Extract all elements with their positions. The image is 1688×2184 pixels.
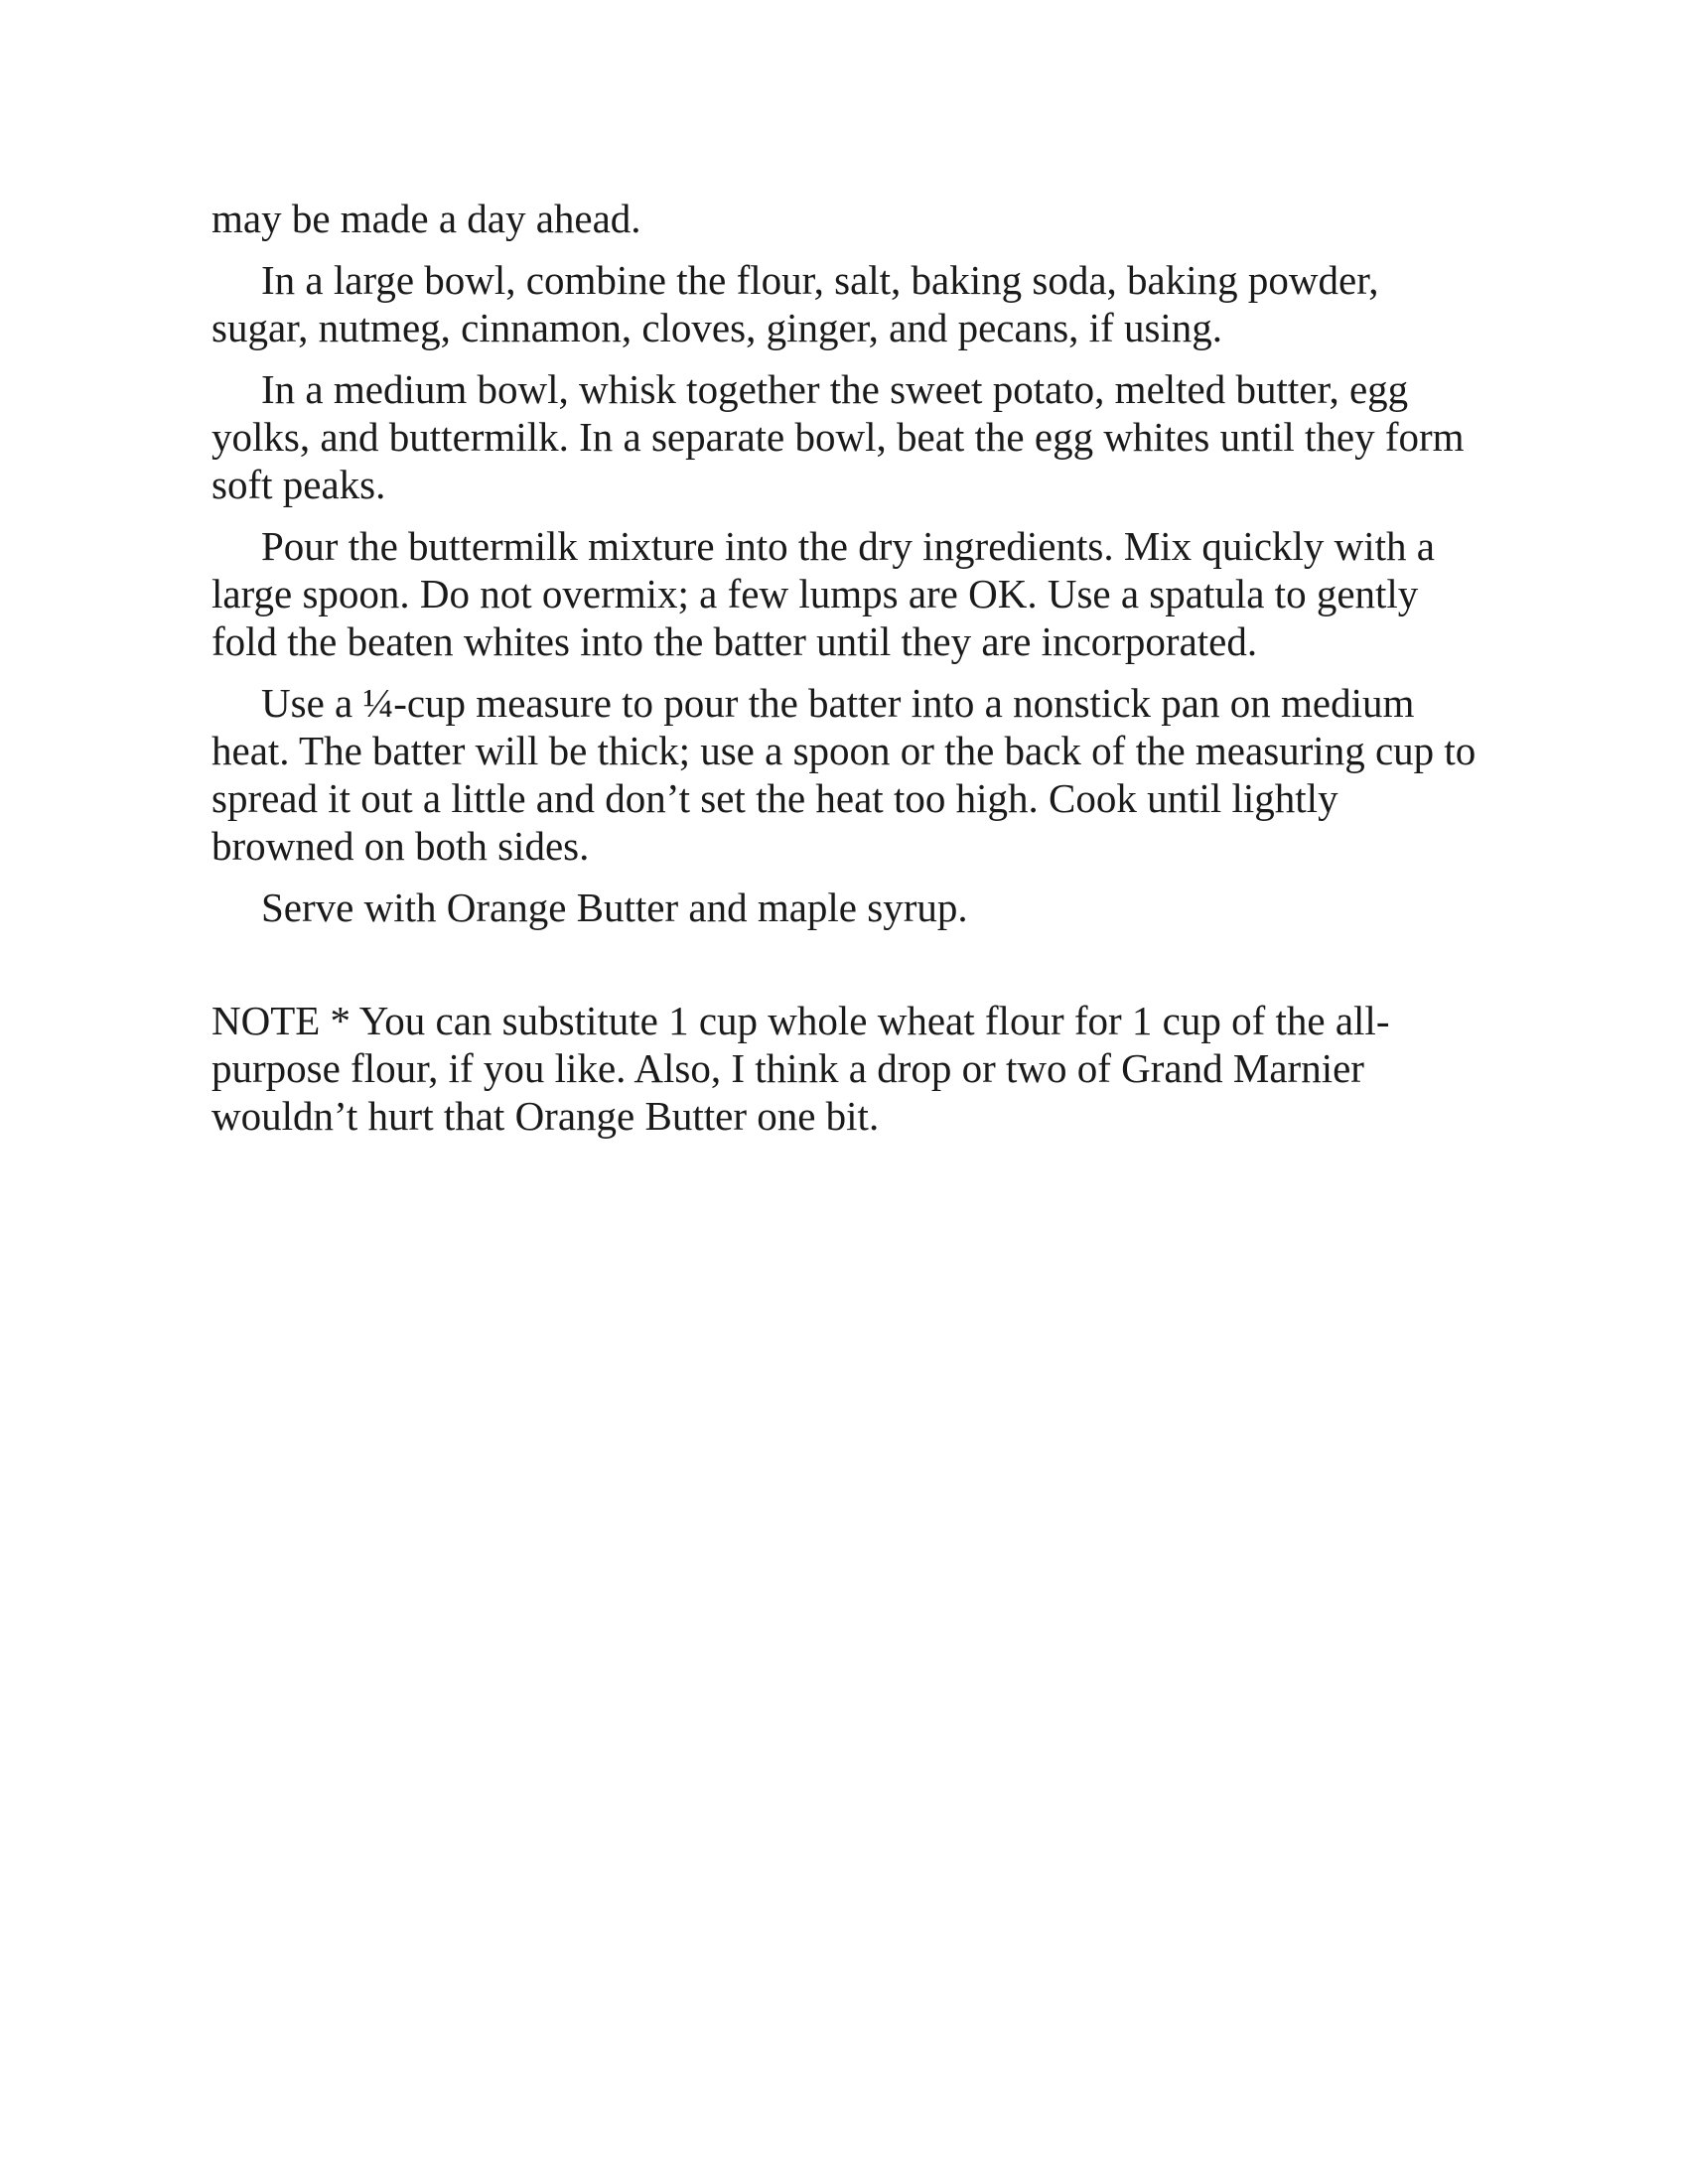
step-serve: Serve with Orange Butter and maple syrup. — [261, 885, 968, 930]
continued-paragraph: may be made a day ahead. — [211, 196, 641, 241]
step-whisk-wet: In a medium bowl, whisk together the sweet potato, melted butter, egg yolks, and buttermilk. In a separate bowl, beat the egg whites until they form soft peaks. — [211, 366, 1465, 507]
recipe-note: NOTE * You can substitute 1 cup whole wheat flour for 1 cup of the all-purpose flour, if you like. Also, I think a drop or two of Grand Marnier wouldn’t hurt that Orange Butter one bit. — [211, 998, 1390, 1139]
document-page — [211, 195, 1482, 1154]
step-cook: Use a ¼-cup measure to pour the batter into a nonstick pan on medium heat. The batter will be thick; use a spoon or the back of the measuring cup to spread it out a little and don’t set the heat too high. Cook until lightly browned on both sides. — [211, 680, 1477, 869]
step-combine-dry: In a large bowl, combine the flour, salt, baking soda, baking powder, sugar, nutmeg, cinnamon, cloves, ginger, and pecans, if using. — [211, 257, 1379, 350]
step-mix-batter: Pour the buttermilk mixture into the dry ingredients. Mix quickly with a large spoon. Do not overmix; a few lumps are OK. Use a spatula to gently fold the beaten whites into the batter until they are incorporated. — [211, 523, 1435, 664]
